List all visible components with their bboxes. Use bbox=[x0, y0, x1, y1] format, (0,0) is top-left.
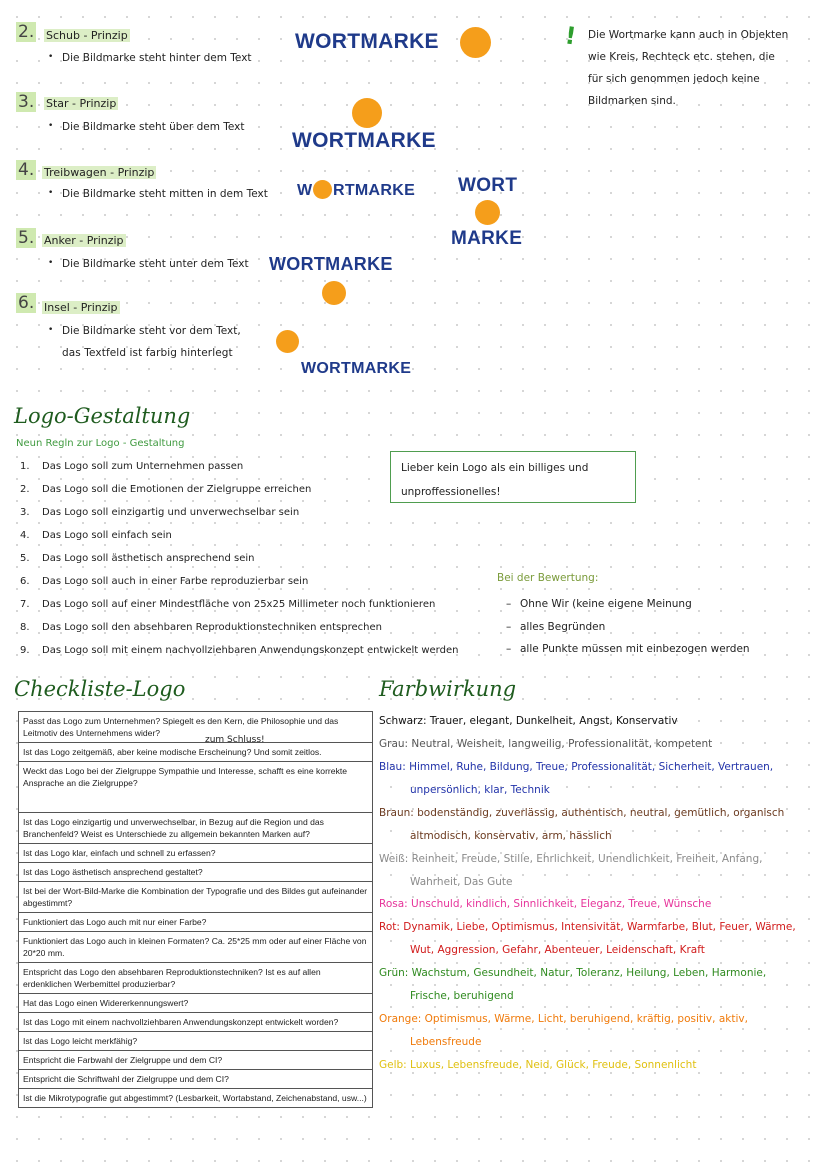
callout-box bbox=[390, 451, 636, 503]
side-note bbox=[588, 24, 788, 112]
checklist-cell: Passt das Logo zum Unternehmen? Spiegelt es den Kern, die Philosophie und das Leitmotiv des Unternehmens wider? bbox=[19, 712, 373, 743]
principle-title: Anker - Prinzip bbox=[44, 234, 124, 247]
principle-desc: • Die Bildmarke steht über dem Text bbox=[62, 121, 245, 133]
circle-mark-icon bbox=[352, 98, 382, 128]
checklist-cell: Hat das Logo einen Widererkennungswert? bbox=[19, 994, 373, 1013]
color-meaning-line: Gelb: Luxus, Lebensfreude, Neid, Glück, Freude, Sonnenlicht bbox=[379, 1059, 697, 1071]
evaluation-item: – Ohne Wir (keine eigene Meinung bbox=[520, 598, 692, 610]
checklist-cell: Ist das Logo einzigartig und unverwechselbar, in Bezug auf die Region und das Branchenfeld? Weist es Unterschiede zu allgemein bekannten Marken auf? bbox=[19, 813, 373, 844]
rule-item: 1. Das Logo soll zum Unternehmen passen bbox=[20, 461, 244, 472]
checklist-cell: Ist das Logo klar, einfach und schnell zu erfassen? bbox=[19, 844, 373, 863]
checklist-cell: Weckt das Logo bei der Zielgruppe Sympathie und Interesse, schafft es eine korrekte Ansprache an die Zielgruppe? bbox=[19, 762, 373, 813]
principle-title: Treibwagen - Prinzip bbox=[44, 166, 155, 179]
evaluation-item: – alle Punkte müssen mit einbezogen werden bbox=[520, 643, 750, 655]
table-row bbox=[19, 712, 373, 743]
checklist-cell: Entspricht die Farbwahl der Zielgruppe und dem CI? bbox=[19, 1051, 373, 1070]
wordmark-text: WORTMARKE bbox=[292, 129, 436, 152]
evaluation-item: – alles Begründen bbox=[520, 621, 605, 633]
evaluation-title: Bei der Bewertung: bbox=[497, 572, 599, 584]
circle-mark-icon bbox=[322, 281, 346, 305]
color-meaning-line: Braun: bodenständig, zuverlässig, authentisch, neutral, gemütlich, organisch bbox=[379, 807, 785, 819]
checklist-cell: Ist bei der Wort-Bild-Marke die Kombination der Typografie und des Bildes gut aufeinander abgestimmt? bbox=[19, 882, 373, 913]
circle-mark-icon bbox=[475, 200, 500, 225]
table-row bbox=[19, 994, 373, 1013]
color-meaning-line: Weiß: Reinheit, Freude, Stille, Ehrlichkeit, Unendlichkeit, Freiheit, Anfang, bbox=[379, 853, 763, 865]
wordmark-text: WORTMARKE bbox=[301, 360, 412, 377]
color-meaning-line: Orange: Optimismus, Wärme, Licht, beruhigend, kräftig, positiv, aktiv, bbox=[379, 1013, 748, 1025]
color-meaning-line: Lebensfreude bbox=[410, 1036, 482, 1048]
checklist-table bbox=[18, 711, 373, 1108]
rule-item: 6. Das Logo soll auch in einer Farbe reproduzierbar sein bbox=[20, 576, 309, 587]
table-row bbox=[19, 762, 373, 813]
principle-desc-2: das Textfeld ist farbig hinterlegt bbox=[62, 347, 233, 359]
color-meaning-line: Grau: Neutral, Weisheit, langweilig, Professionalität, kompetent bbox=[379, 738, 713, 750]
principle-number: 2. bbox=[18, 22, 35, 42]
checklist-cell: Ist die Mikrotypografie gut abgestimmt? (Lesbarkeit, Wortabstand, Zeichenabstand, usw...) bbox=[19, 1089, 373, 1108]
color-meaning-line: unpersönlich, klar, Technik bbox=[410, 784, 550, 796]
farbwirkung-heading: Farbwirkung bbox=[379, 677, 517, 701]
checklist-cell: Ist das Logo leicht merkfähig? bbox=[19, 1032, 373, 1051]
rule-item: 7. Das Logo soll auf einer Mindestfläche von 25x25 Millimeter noch funktionieren bbox=[20, 599, 436, 610]
color-meaning-line: Grün: Wachstum, Gesundheit, Natur, Toleranz, Heilung, Leben, Harmonie, bbox=[379, 967, 767, 979]
table-row bbox=[19, 863, 373, 882]
principle-title: Insel - Prinzip bbox=[44, 301, 118, 314]
principle-desc: • Die Bildmarke steht hinter dem Text bbox=[62, 52, 252, 64]
wordmark-text-rest: RTMARKE bbox=[333, 182, 416, 199]
wordmark-text: WORTMARKE bbox=[295, 30, 439, 53]
wordmark-wort: WORT bbox=[458, 175, 518, 196]
side-note-line: Bildmarken sind. bbox=[588, 95, 676, 107]
rule-item: 2. Das Logo soll die Emotionen der Zielgruppe erreichen bbox=[20, 484, 312, 495]
checkliste-heading: Checkliste-Logo bbox=[14, 677, 186, 701]
wordmark-text-w: W bbox=[297, 182, 313, 199]
principle-number: 6. bbox=[18, 293, 35, 313]
circle-mark-icon bbox=[460, 27, 491, 58]
rule-item: 9. Das Logo soll mit einem nachvollziehbaren Anwendungskonzept entwickelt werden bbox=[20, 645, 459, 656]
checklist-cell: Funktioniert das Logo auch mit nur einer Farbe? bbox=[19, 913, 373, 932]
handwritten-note: zum Schluss! bbox=[205, 735, 265, 745]
color-meaning-line: Schwarz: Trauer, elegant, Dunkelheit, Angst, Konservativ bbox=[379, 715, 678, 727]
table-row bbox=[19, 743, 373, 762]
checklist-cell: Entspricht das Logo den absehbaren Reproduktionstechniken? Ist es auf allen erdenklichen Werbemittel produzierbar? bbox=[19, 963, 373, 994]
principle-desc: • Die Bildmarke steht mitten in dem Text bbox=[62, 188, 268, 200]
side-note-line: wie Kreis, Rechteck etc. stehen, die bbox=[588, 51, 775, 63]
rule-item: 5. Das Logo soll ästhetisch ansprechend sein bbox=[20, 553, 255, 564]
wordmark-marke: MARKE bbox=[451, 228, 523, 249]
color-meaning-line: Rot: Dynamik, Liebe, Optimismus, Intensivität, Warmfarbe, Blut, Feuer, Wärme, bbox=[379, 921, 796, 933]
wordmark-text: WORTMARKE bbox=[269, 254, 393, 274]
rule-item: 8. Das Logo soll den absehbaren Reproduktionstechniken entsprechen bbox=[20, 622, 382, 633]
circle-mark-icon bbox=[313, 180, 332, 199]
callout-line: Lieber kein Logo als ein billiges und bbox=[401, 462, 589, 474]
table-row bbox=[19, 1013, 373, 1032]
table-row bbox=[19, 1089, 373, 1108]
rule-item: 3. Das Logo soll einzigartig und unverwechselbar sein bbox=[20, 507, 300, 518]
color-meaning-line: Blau: Himmel, Ruhe, Bildung, Treue, Professionalität, Sicherheit, Vertrauen, bbox=[379, 761, 774, 773]
table-row bbox=[19, 1070, 373, 1089]
callout-line: unproffessionelles! bbox=[401, 486, 501, 498]
principle-number: 4. bbox=[18, 160, 35, 180]
rule-item: 4. Das Logo soll einfach sein bbox=[20, 530, 172, 541]
table-row bbox=[19, 932, 373, 963]
table-row bbox=[19, 813, 373, 844]
table-row bbox=[19, 913, 373, 932]
principle-desc: • Die Bildmarke steht vor dem Text, bbox=[62, 325, 241, 337]
table-row bbox=[19, 1032, 373, 1051]
table-row bbox=[19, 882, 373, 913]
logo-gestaltung-subheading: Neun Regln zur Logo - Gestaltung bbox=[16, 438, 185, 449]
table-row bbox=[19, 963, 373, 994]
checklist-cell: Ist das Logo zeitgemäß, aber keine modische Erscheinung? Und somit zeitlos. bbox=[19, 743, 373, 762]
principle-title: Schub - Prinzip bbox=[46, 29, 128, 42]
logo-gestaltung-heading: Logo-Gestaltung bbox=[14, 404, 191, 428]
principle-number: 3. bbox=[18, 92, 35, 112]
checklist-cell: Funktioniert das Logo auch in kleinen Formaten? Ca. 25*25 mm oder auf einer Fläche von 20*20 mm. bbox=[19, 932, 373, 963]
color-meaning-line: Wut, Aggression, Gefahr, Abenteuer, Leidenschaft, Kraft bbox=[410, 944, 705, 956]
principle-title: Star - Prinzip bbox=[46, 97, 117, 110]
color-meaning-line: Rosa: Unschuld, kindlich, Sinnlichkeit, Eleganz, Treue, Wünsche bbox=[379, 898, 712, 910]
checklist-cell: Ist das Logo ästhetisch ansprechend gestaltet? bbox=[19, 863, 373, 882]
color-meaning-line: altmodisch, konservativ, arm, hässlich bbox=[410, 830, 612, 842]
color-meaning-line: Frische, beruhigend bbox=[410, 990, 514, 1002]
checklist-cell: Entspricht die Schriftwahl der Zielgruppe und dem CI? bbox=[19, 1070, 373, 1089]
checklist-cell: Ist das Logo mit einem nachvollziehbaren Anwendungskonzept entwickelt worden? bbox=[19, 1013, 373, 1032]
principle-number: 5. bbox=[18, 228, 35, 248]
color-meaning-line: Wahrheit, Das Gute bbox=[410, 876, 513, 888]
principle-desc: • Die Bildmarke steht unter dem Text bbox=[62, 258, 249, 270]
exclamation-icon: ! bbox=[563, 21, 578, 51]
side-note-line: Die Wortmarke kann auch in Objekten bbox=[588, 29, 789, 41]
circle-mark-icon bbox=[276, 330, 299, 353]
side-note-line: für sich genommen jedoch keine bbox=[588, 73, 760, 85]
table-row bbox=[19, 1051, 373, 1070]
table-row bbox=[19, 844, 373, 863]
